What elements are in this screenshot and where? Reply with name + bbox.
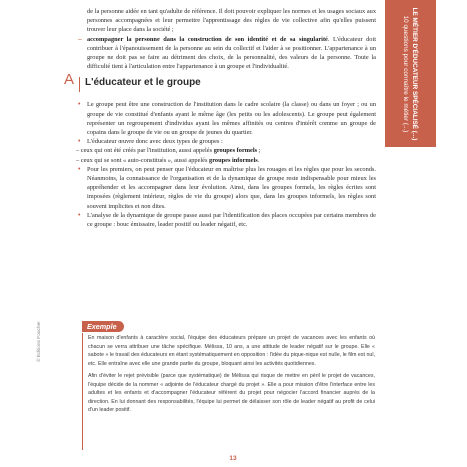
section-letter: A [64, 71, 75, 89]
copyright-notice: © Éditions Foucher [37, 321, 42, 362]
intro-bullet-identity [76, 35, 376, 72]
bullet-dot: • [78, 138, 81, 146]
bullet-dash: – [78, 35, 82, 43]
example-box [88, 334, 375, 419]
section-heading [64, 71, 376, 94]
side-tab-title: LE MÉTIER D'ÉDUCATEUR SPÉCIALISÉ (...) [411, 7, 418, 141]
dash-item-informal: – ceux qui se sont « auto-constitués », aussi appelés groupes informels. [76, 156, 260, 164]
example-label: Exemple [82, 321, 124, 332]
side-tab-subtitle: 10 questions pour connaître le métier (...) [402, 15, 409, 133]
bullet-dot: • [78, 101, 81, 109]
intro-paragraph-1: de la personne aidée en tant qu'adulte de référence. Il doit pouvoir expliquer les normes et les usages sociaux aux personnes accompagnées et leur permettre l'apprentissage des règles de vie collective afin qu'elles puissent trouver leur place dans la société ; [87, 8, 376, 34]
intro-continuation [76, 7, 376, 35]
identity-text: . L'éducateur doit contribuer à l'épanouissement de la personne au sein du collectif et l'aider à se positionner. L'appartenance à un groupe ne doit pas se faire au détriment des choix, de la personnalité, des valeurs de la personne. Toute la difficulté tient à l'articulation entre l'appartenance à un groupe et l'individualité. [87, 35, 376, 71]
chapter-side-text [385, 0, 436, 147]
example-rule [82, 333, 83, 450]
page-number: 13 [229, 455, 237, 462]
dash-item-formal: – ceux qui ont été créés par l'institution, aussi appelés groupes formels ; [76, 147, 261, 155]
example-paragraph-1: En maison d'enfants à caractère social, l'équipe des éducateurs prépare un projet de vacances avec les enfants où chacun se verra attribuer une tâche spécifique. Mélissa, 10 ans, a une attitude de leader négatif sur le groupe. Elle « sabote » le travail des éducateurs en étant systématiquement en opposition : l'idée du pique-nique est nulle, le film est nul, etc. Elle entraîne avec elle une grande partie du groupe, bloquant ainsi les activités quotidiennes. [88, 335, 375, 367]
body-bullet-1: • Le groupe peut être une construction de l'institution dans le cadre scolaire (la classe) ou dans un foyer ; ou un groupe de vie constitué d'enfants ayant le même âge (les petits ou les adolescents). Le groupe peut également représenter un regroupement d'individus ayant les mêmes affinités ou centres d'intérêt comme un groupe de copains dans le groupe de vie ou un groupe de jeunes du quartier. [78, 101, 376, 137]
section-bar [79, 77, 80, 92]
body-bullet-4: • L'analyse de la dynamique de groupe passe aussi par l'identification des places occupées par certains membres de ce groupe : bouc émissaire, leader positif ou leader négatif, etc. [78, 211, 376, 229]
bullet-dot: • [78, 165, 81, 173]
formal-groups-bold: groupes formels [213, 147, 258, 155]
informal-groups-bold: groupes informels [209, 156, 258, 164]
bullet-dot: • [78, 211, 81, 219]
main-text-column [64, 7, 376, 229]
body-bullet-2: • L'éducateur œuvre donc avec deux types de groupes : [78, 138, 223, 146]
body-bullet-3: • Pour les premiers, on peut penser que l'éducateur en maîtrise plus les rouages et les règles que pour les seconds. Néanmoins, la connaissance de l'organisation et de la dynamique de groupe reste indispensable pour mieux les appréhender et les accompagner dans leur évolution. Ainsi, dans les groupes formels, les règles écrites sont imposées (règlement intérieur, règles de vie du groupe) alors que, dans les groupes informels, les règles sont souvent implicites et non dites. [78, 165, 376, 210]
identity-bold-phrase: accompagner la personne dans la construction de son identité et de sa singularité [87, 35, 328, 43]
example-paragraph-2: Afin d'éviter le rejet prévisible (parce que systématique) de Mélissa qui risque de mettre en péril le projet de vacances, l'équipe décide de la nommer « adjointe de l'éducateur chargé du projet ». Elle a pour mission d'être l'interface entre les adultes et les enfants et d'accompagner l'éducateur référent du projet pour négocier l'accord financier auprès de la direction. En lui donnant des responsabilités, l'équipe lui permet de délaisser son rôle de leader négatif au profit de celui d'un leader positif. [88, 373, 375, 414]
section-title: L'éducateur et le groupe [85, 77, 201, 89]
